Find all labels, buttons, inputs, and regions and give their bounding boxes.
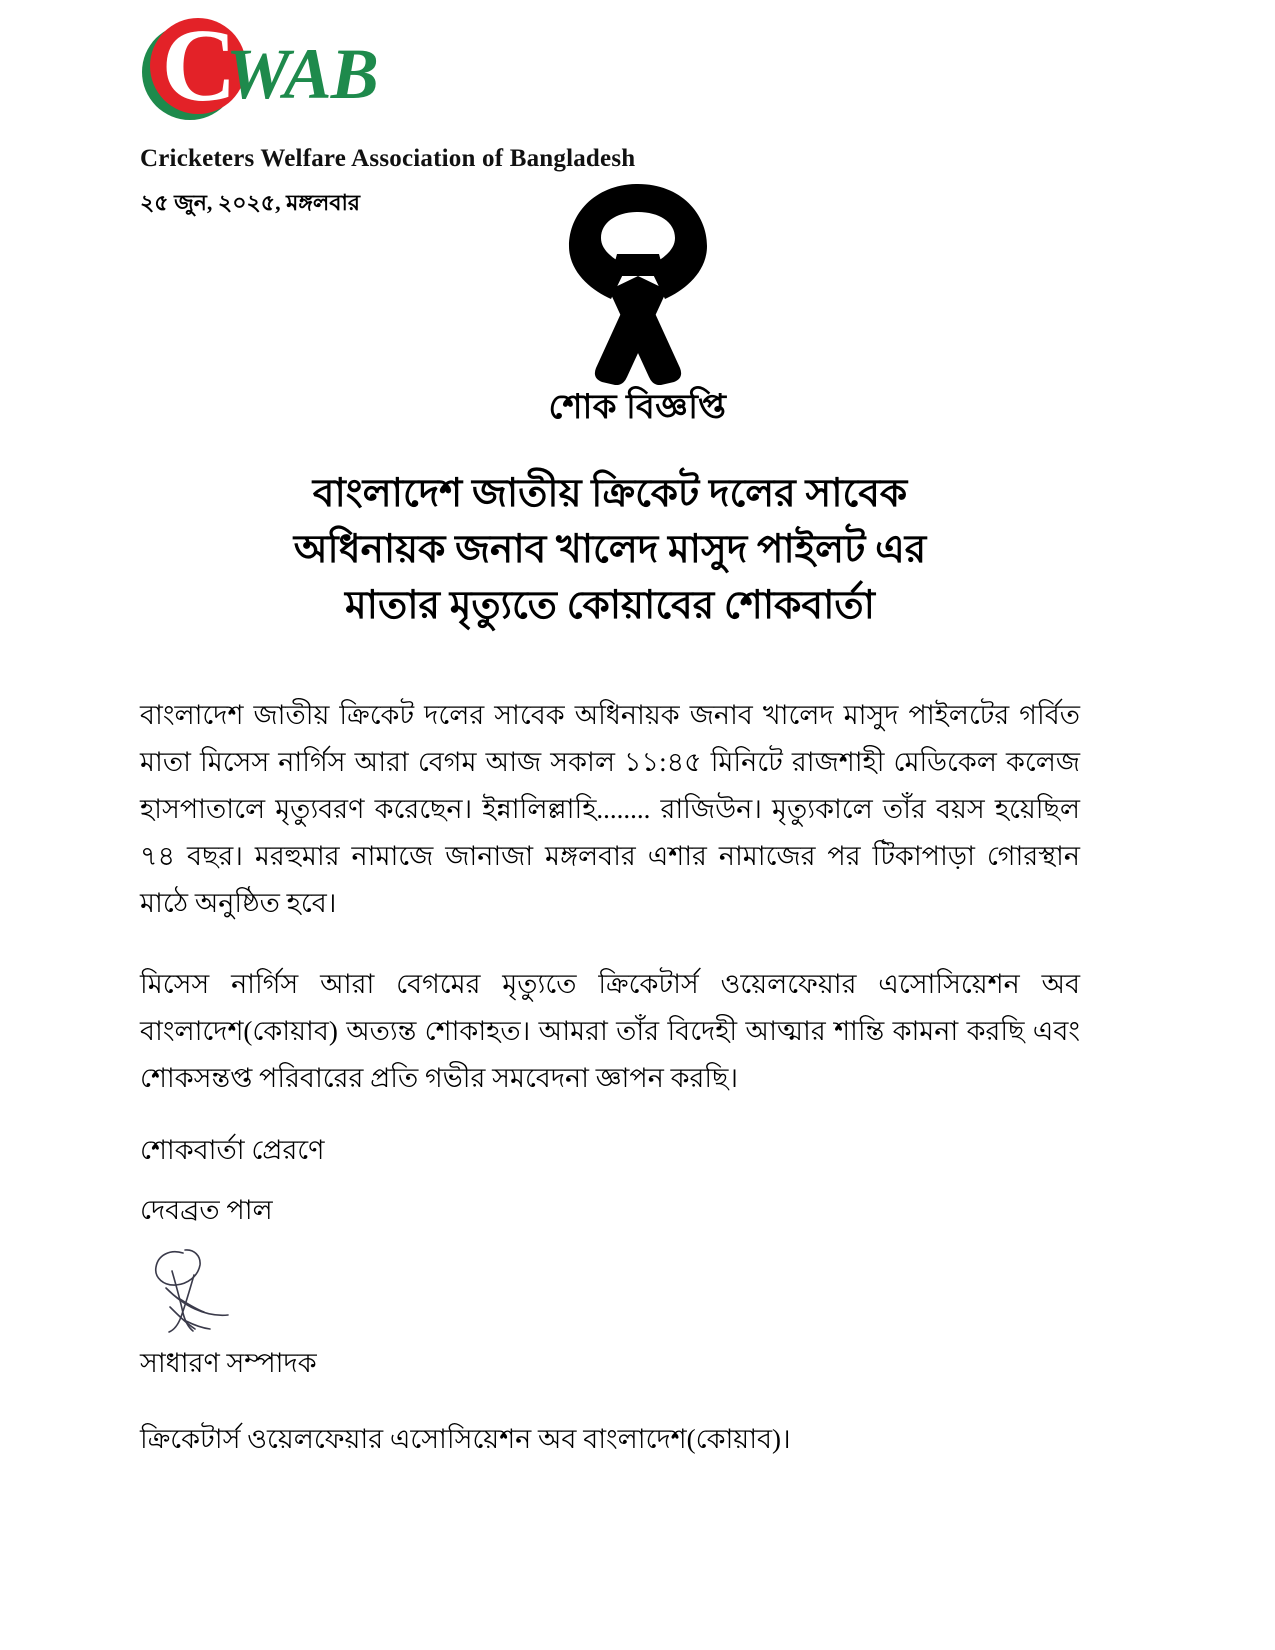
headline-line-2: অধিনায়ক জনাব খালেদ মাসুদ পাইলট এর [293, 528, 927, 571]
headline-line-3: মাতার মৃত্যুতে কোয়াবের শোকবার্তা [344, 584, 875, 627]
signatory-title: সাধারণ সম্পাদক [140, 1348, 317, 1378]
headline-line-1: বাংলাদেশ জাতীয় ক্রিকেট দলের সাবেক [312, 472, 908, 515]
organization-name-english: Cricketers Welfare Association of Bangladesh [140, 145, 636, 172]
black-ribbon-icon [543, 180, 733, 385]
cwab-logo [140, 8, 400, 123]
sender-label: শোকবার্তা প্রেরণে [140, 1135, 325, 1165]
emblem-caption: শোক বিজ্ঞপ্তি [548, 389, 727, 426]
handwritten-signature-icon [150, 1241, 270, 1336]
body-paragraph-2: মিসেস নার্গিস আরা বেগমের মৃত্যুতে ক্রিকেটার্স ওয়েলফেয়ার এসোসিয়েশন অব বাংলাদেশ(কোয়াব) অত্যন্ত শোকাহত। আমরা তাঁর বিদেহী আত্মার শান্তি কামনা করছি এবং শোকসন্তপ্ত পরিবারের প্রতি গভীর সমবেদনা জ্ঞাপন করছি। [140, 969, 1080, 1093]
mourning-emblem [0, 180, 1275, 438]
logo-wab-text: WAB [226, 34, 378, 114]
page-title [140, 466, 1080, 634]
signature-block [140, 1127, 1080, 1462]
document-date: ২৫ জুন, ২০২৫, মঙ্গলবার [140, 190, 361, 215]
logo-letter-c: C [161, 8, 235, 123]
document-body [140, 692, 1080, 1136]
letterhead [140, 8, 1040, 173]
signatory-organization: ক্রিকেটার্স ওয়েলফেয়ার এসোসিয়েশন অব বাংলাদেশ(কোয়াব)। [140, 1424, 791, 1454]
signatory-name: দেবব্রত পাল [140, 1195, 273, 1225]
body-paragraph-1: বাংলাদেশ জাতীয় ক্রিকেট দলের সাবেক অধিনায়ক জনাব খালেদ মাসুদ পাইলটের গর্বিত মাতা মিসেস নার্গিস আরা বেগম আজ সকাল ১১:৪৫ মিনিটে রাজশাহী মেডিকেল কলেজ হাসপাতালে মৃত্যুবরণ করেছেন। ইন্নালিল্লাহি........ রাজিউন। মৃত্যুকালে তাঁর বয়স হয়েছিল ৭৪ বছর। মরহুমার নামাজে জানাজা মঙ্গলবার এশার নামাজের পর টিকাপাড়া গোরস্থান মাঠে অনুষ্ঠিত হবে। [140, 700, 1080, 918]
